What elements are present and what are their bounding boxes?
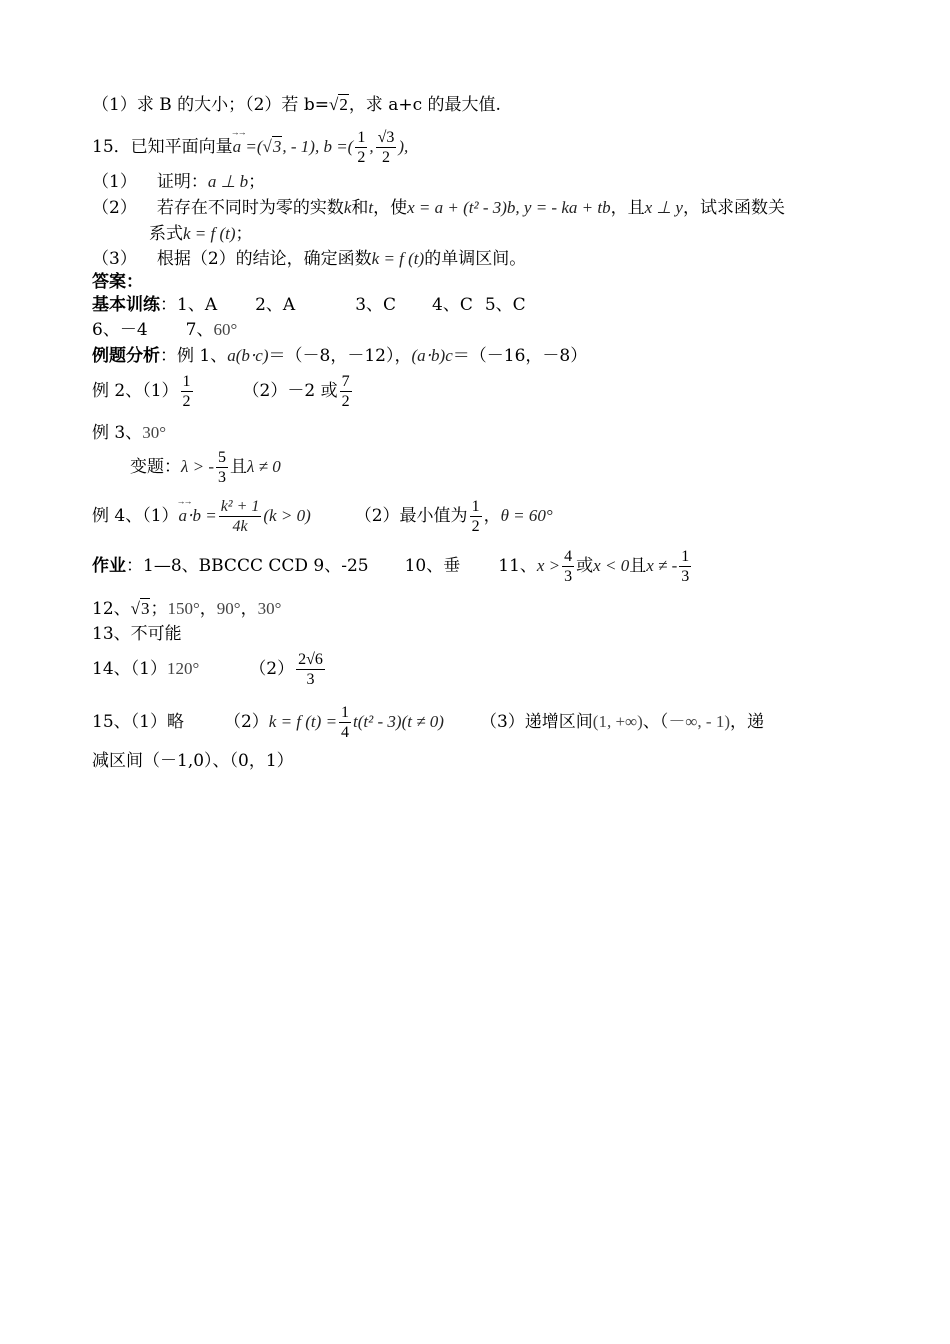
text: ：例 1、 <box>160 346 228 366</box>
text: ＝（－16，－8） <box>452 346 588 366</box>
text: ， <box>199 599 217 619</box>
fraction: $\frac{1}{2}$ <box>357 129 366 166</box>
math-expr: x ⊥ y <box>644 198 683 217</box>
text: （1）求 B 的大小；（2）若 b= <box>92 95 329 115</box>
answer-15-cont: 减区间（－1,0）、（0，1） <box>92 751 294 771</box>
math-expr: a ⊥ b <box>207 172 249 191</box>
problem-15-part-2-cont <box>92 223 253 245</box>
problem-14-parts <box>92 94 501 116</box>
sqrt-expr: √3 <box>262 137 282 156</box>
text: 根据（2）的结论，确定函数 <box>156 249 372 269</box>
math-expr: 30° <box>142 423 167 442</box>
math-expr: t(t² - 3)(t ≠ 0) <box>353 712 444 731</box>
text: 15、（1）略 <box>92 712 184 732</box>
sqrt-expr: √2 <box>328 95 348 114</box>
answers-heading: 答案： <box>92 272 143 292</box>
answer-14 <box>92 650 327 689</box>
text: 或 <box>576 556 594 576</box>
section-heading: 作业 <box>92 556 126 576</box>
problem-number: 15． <box>92 137 131 157</box>
fraction: $\frac{1}{2}$ <box>471 498 480 535</box>
math-expr: －∞, - 1) <box>668 712 731 731</box>
text: ：1—8、BBCCC CCD 9、-25 <box>126 556 369 576</box>
fraction: $\frac{1}{2}$ <box>182 373 191 410</box>
variant-answer <box>130 448 281 487</box>
text: （3）递增区间 <box>479 712 593 732</box>
math-expr: k = f (t) <box>371 249 425 268</box>
text: ), <box>398 137 409 156</box>
section-heading: 例题分析 <box>92 346 160 366</box>
text: ； <box>235 224 253 244</box>
problem-15-part-2 <box>92 197 785 219</box>
text: （2） <box>223 712 269 732</box>
answer-15 <box>92 703 764 742</box>
text: 12、 <box>92 599 131 619</box>
text: 变题： <box>130 457 181 477</box>
text: （2） <box>249 659 295 679</box>
math-expr: 60° <box>213 320 238 339</box>
vector-expr: , - 1), b =( <box>282 137 354 156</box>
vector-expr: →→ a =( <box>233 136 263 158</box>
math-expr: λ ≠ 0 <box>247 457 281 476</box>
example-analysis-1 <box>92 345 587 367</box>
text: 11、 <box>498 556 537 576</box>
math-expr: x = a + (t² - 3)b, y = - ka + tb <box>407 198 611 217</box>
text: ，递 <box>730 712 765 732</box>
part-label: （3） <box>92 249 137 269</box>
problem-15-statement <box>92 128 408 167</box>
text: ＝（－8，－12）， <box>268 346 412 366</box>
text: ，求 a+c 的最大值. <box>348 95 501 115</box>
text: ，使 <box>373 198 408 218</box>
fraction: $\frac{1}{4}$ <box>341 704 350 741</box>
math-expr: (a⋅b)c <box>411 346 453 365</box>
math-expr: x ≠ - <box>646 556 678 575</box>
math-expr: x < 0 <box>593 556 630 575</box>
math-expr: 120° <box>166 659 200 678</box>
text: 4、C <box>432 295 473 315</box>
text: ； <box>150 599 168 619</box>
math-expr: x > <box>536 556 561 575</box>
text: ， <box>240 599 258 619</box>
text: 证明： <box>156 172 208 192</box>
example-3-answer <box>92 422 166 444</box>
text: 2、A <box>255 295 296 315</box>
answer-13: 13、不可能 <box>92 624 182 644</box>
text: 系式 <box>149 224 183 244</box>
example-4-answer <box>92 497 553 536</box>
basic-training-answers <box>92 294 526 316</box>
fraction: $\frac{\text{k² + 1}}{4k}$ <box>220 498 260 535</box>
math-expr: (1, +∞) <box>592 712 643 731</box>
math-expr: λ > - <box>181 457 214 476</box>
text: 7、 <box>185 320 214 340</box>
math-expr: 150° <box>167 599 200 618</box>
fraction: $\frac{√3}{2}$ <box>377 129 395 166</box>
text: ； <box>248 172 266 192</box>
text: ，且 <box>610 198 645 218</box>
fraction: $\frac{4}{3}$ <box>564 548 573 585</box>
math-expr: 90° <box>216 599 241 618</box>
text: 的单调区间。 <box>424 249 527 269</box>
math-var: k <box>343 198 352 217</box>
problem-15-part-3 <box>92 248 526 270</box>
fraction: $\frac{7}{2}$ <box>341 373 350 410</box>
text: ，试求函数关 <box>682 198 785 218</box>
text: 例 2、（1） <box>92 381 179 401</box>
text: （2）最小值为 <box>354 506 468 526</box>
part-label: （1） <box>92 172 137 192</box>
math-expr: 30° <box>257 599 282 618</box>
text: 和 <box>351 198 369 218</box>
comma: , <box>369 137 374 156</box>
math-expr: →→ a⋅b = <box>179 505 217 527</box>
text: 、（ <box>642 712 669 732</box>
example-2-answer <box>92 372 354 411</box>
text: ：1、A <box>160 295 218 315</box>
fraction: $\frac{2√6}{3}$ <box>298 651 323 688</box>
fraction: $\frac{1}{3}$ <box>681 548 690 585</box>
text: 例 4、（1） <box>92 506 179 526</box>
section-heading: 基本训练 <box>92 295 160 315</box>
math-expr: a(b⋅c) <box>227 346 269 365</box>
part-label: （2） <box>92 198 137 218</box>
math-expr: k = f (t) <box>183 224 236 243</box>
text: 10、垂 <box>404 556 461 576</box>
text: 例 3、 <box>92 423 143 443</box>
homework-answers <box>92 547 693 586</box>
math-expr: θ = 60° <box>500 506 553 525</box>
text: 5、C <box>484 295 526 315</box>
math-var: t <box>368 198 374 217</box>
answer-12 <box>92 598 281 620</box>
problem-15-part-1 <box>92 171 265 193</box>
text: 已知平面向量 <box>130 137 233 157</box>
text: （2）－2 或 <box>242 381 338 401</box>
math-expr: k = f (t) = <box>268 712 338 731</box>
text: 6、－4 <box>92 320 148 340</box>
text: 若存在不同时为零的实数 <box>156 198 344 218</box>
text: 14、（1） <box>92 659 167 679</box>
fraction: $\frac{5}{3}$ <box>218 449 226 486</box>
sqrt-expr: √3 <box>130 599 150 618</box>
text: 3、C <box>355 295 397 315</box>
text: 且 <box>629 556 647 576</box>
math-expr: (k > 0) <box>263 506 311 525</box>
text: ， <box>483 506 501 526</box>
text: 且 <box>230 457 247 477</box>
basic-training-answers-2 <box>92 319 237 341</box>
